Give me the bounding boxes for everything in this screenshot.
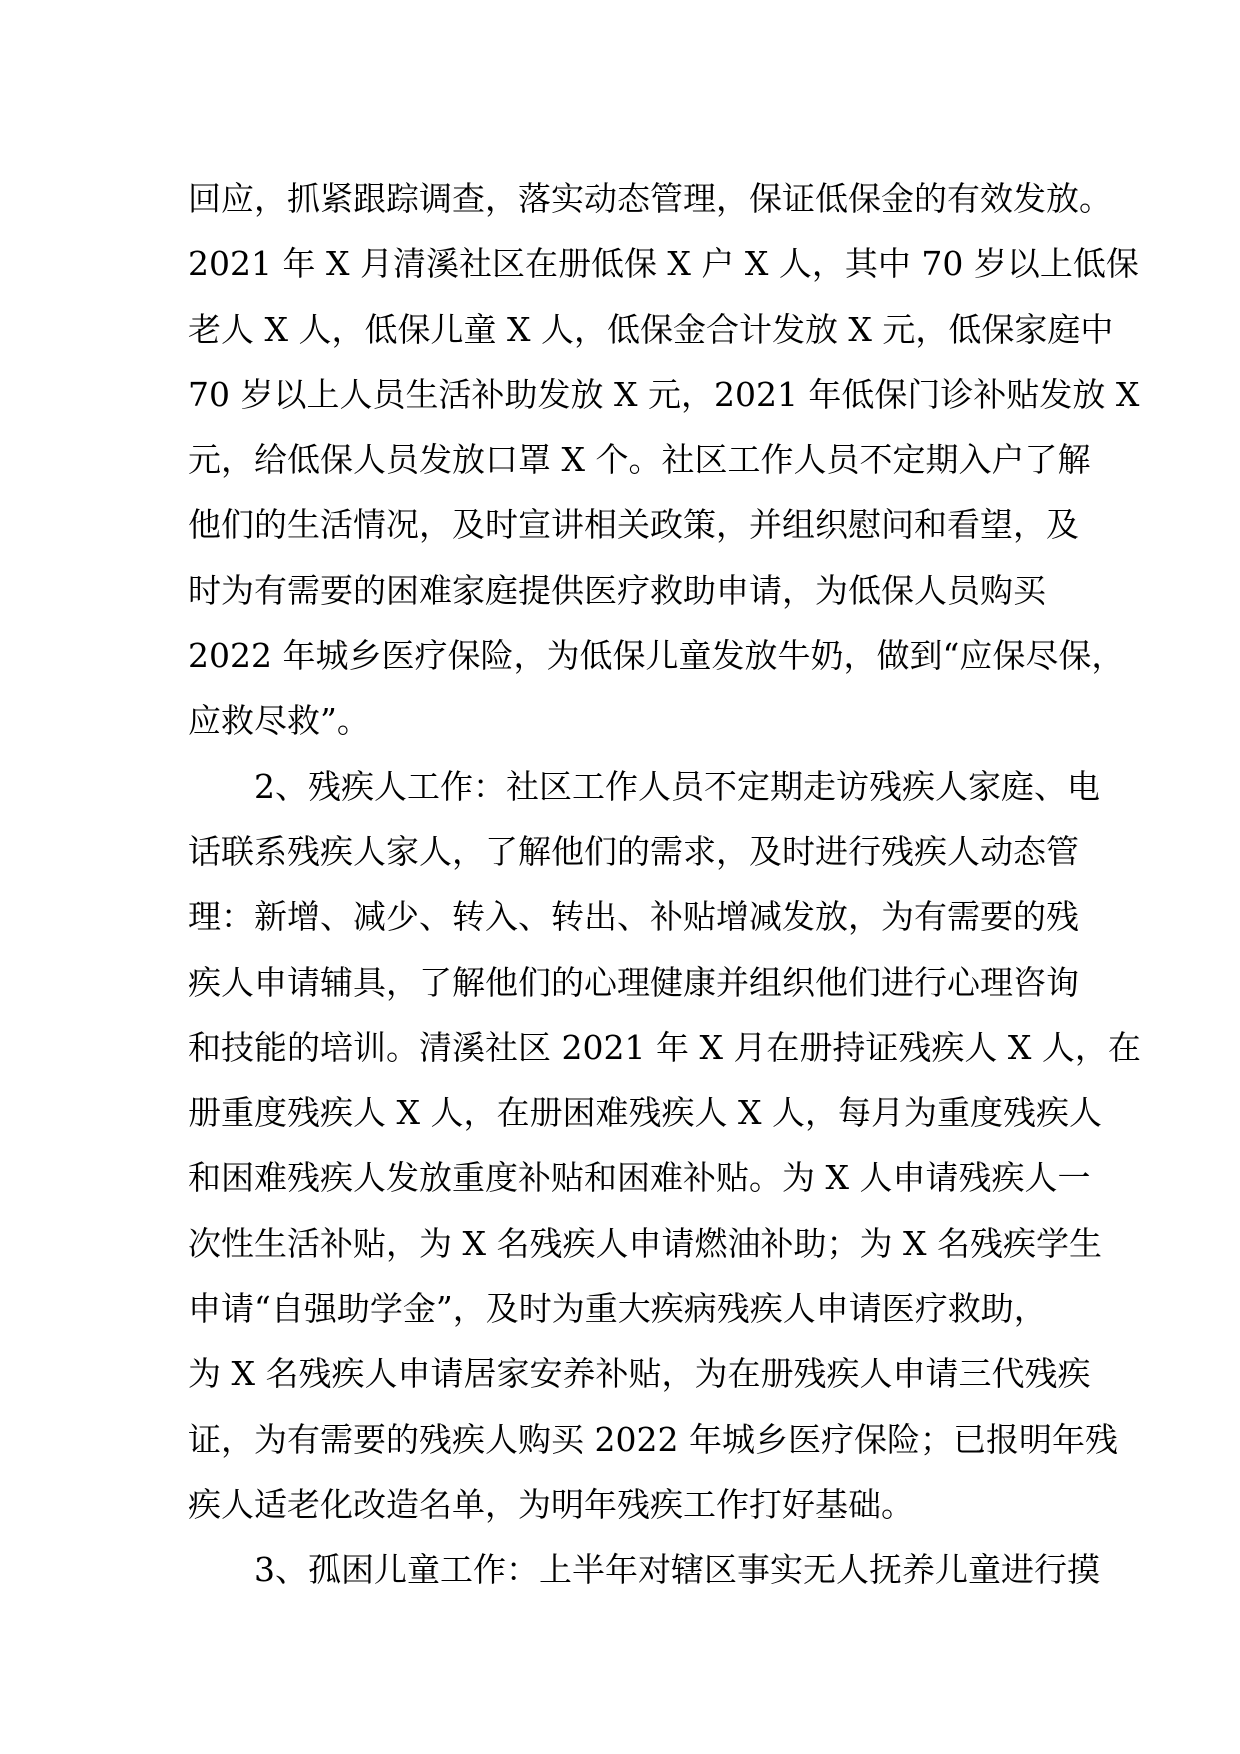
text-line: 和困难残疾人发放重度补贴和困难补贴。为 X 人申请残疾人一 xyxy=(188,1158,1091,1198)
text-line: 应救尽救”。 xyxy=(188,701,370,741)
text-line: 3、孤困儿童工作：上半年对辖区事实无人抚养儿童进行摸 xyxy=(188,1550,1100,1590)
text-line: 疾人申请辅具，了解他们的心理健康并组织他们进行心理咨询 xyxy=(188,962,1079,1002)
document-body xyxy=(188,166,1141,1603)
paragraph-orphan-children-work xyxy=(188,1537,1100,1602)
text-line: 次性生活补贴，为 X 名残疾人申请燃油补助；为 X 名残疾学生 xyxy=(188,1223,1102,1263)
text-line: 疾人适老化改造名单，为明年残疾工作打好基础。 xyxy=(188,1484,914,1524)
text-line: 回应，抓紧跟踪调查，落实动态管理，保证低保金的有效发放。 xyxy=(188,179,1112,218)
text-line: 他们的生活情况，及时宣讲相关政策，并组织慰问和看望，及 xyxy=(188,505,1079,545)
text-line: 2022 年城乡医疗保险，为低保儿童发放牛奶，做到“应保尽保， xyxy=(188,636,1125,676)
text-line: 元，给低保人员发放口罩 X 个。社区工作人员不定期入户了解 xyxy=(188,440,1091,480)
paragraph-disabled-persons-work xyxy=(188,754,1141,1538)
text-line: 2、残疾人工作：社区工作人员不定期走访残疾人家庭、电 xyxy=(188,766,1100,806)
text-line: 册重度残疾人 X 人，在册困难残疾人 X 人，每月为重度残疾人 xyxy=(188,1093,1102,1133)
text-line: 理：新增、减少、转入、转出、补贴增减发放，为有需要的残 xyxy=(188,897,1079,937)
text-line: 70 岁以上人员生活补助发放 X 元，2021 年低保门诊补贴发放 X xyxy=(188,374,1140,414)
paragraph-subsidy-continued xyxy=(188,166,1140,754)
text-line: 话联系残疾人家人，了解他们的需求，及时进行残疾人动态管 xyxy=(188,831,1079,871)
text-line: 老人 X 人，低保儿童 X 人，低保金合计发放 X 元，低保家庭中 xyxy=(188,309,1114,349)
text-line: 证，为有需要的残疾人购买 2022 年城乡医疗保险；已报明年残 xyxy=(188,1419,1118,1459)
text-line: 时为有需要的困难家庭提供医疗救助申请，为低保人员购买 xyxy=(188,570,1046,610)
text-line: 和技能的培训。清溪社区 2021 年 X 月在册持证残疾人 X 人，在 xyxy=(188,1027,1141,1067)
text-line: 申请“自强助学金”，及时为重大疾病残疾人申请医疗救助， xyxy=(188,1289,1047,1329)
text-line: 为 X 名残疾人申请居家安养补贴，为在册残疾人申请三代残疾 xyxy=(188,1354,1091,1394)
text-line: 2021 年 X 月清溪社区在册低保 X 户 X 人，其中 70 岁以上低保 xyxy=(188,244,1139,284)
